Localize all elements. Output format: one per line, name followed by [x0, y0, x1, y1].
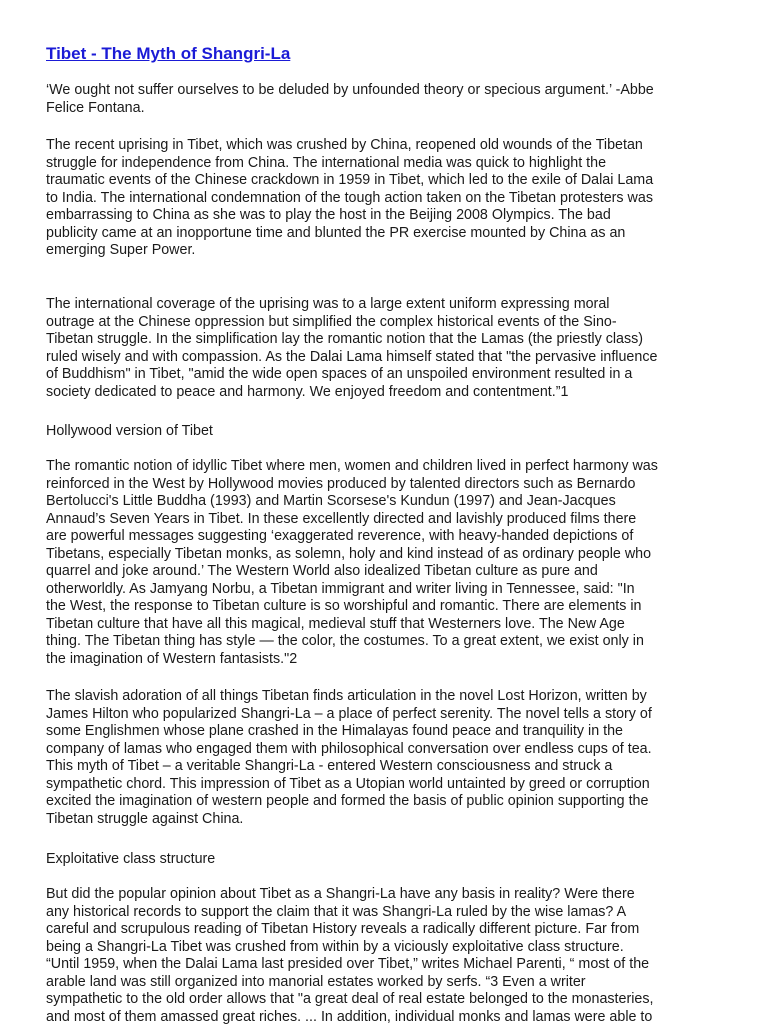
text-line: The international coverage of the uprising was to a large extent uniform expressing moral [46, 296, 657, 314]
text-line: are powerful messages suggesting ‘exaggerated reverence, with heavy-handed depictions of [46, 528, 658, 546]
text-line: being a Shangri-La Tibet was crushed from within by a viciously exploitative class structure. [46, 939, 654, 957]
paragraph-lost-horizon [46, 688, 652, 828]
text-line: excited the imagination of western people and formed the basis of public opinion supporting the [46, 793, 652, 811]
text-line: The romantic notion of idyllic Tibet where men, women and children lived in perfect harmony was [46, 458, 658, 476]
text-line: Bertolucci's Little Buddha (1993) and Martin Scorsese's Kundun (1997) and Jean-Jacques [46, 493, 658, 511]
text-line: emerging Super Power. [46, 242, 653, 260]
text-line: otherworldly. As Jamyang Norbu, a Tibetan immigrant and writer living in Tennessee, said: "In [46, 581, 658, 599]
paragraph-uprising [46, 137, 653, 260]
text-line: Tibetan culture that have all this magical, medieval stuff that Westerners love. The New Age [46, 616, 658, 634]
epigraph-paragraph [46, 82, 654, 117]
text-line: ruled wisely and with compassion. As the Dalai Lama himself stated that "the pervasive influence [46, 349, 657, 367]
text-line: traumatic events of the Chinese crackdown in 1959 in Tibet, which led to the exile of Dalai Lama [46, 172, 653, 190]
text-line: reinforced in the West by Hollywood movies produced by talented directors such as Bernardo [46, 476, 658, 494]
text-line: the West, the response to Tibetan culture is so worshipful and romantic. There are elements in [46, 598, 658, 616]
text-line: society dedicated to peace and harmony. We enjoyed freedom and contentment.”1 [46, 384, 657, 402]
text-line: to India. The international condemnation of the tough action taken on the Tibetan protesters was [46, 190, 653, 208]
text-line: But did the popular opinion about Tibet as a Shangri-La have any basis in reality? Were there [46, 886, 654, 904]
text-line: some Englishmen whose plane crashed in the Himalayas found peace and tranquility in the [46, 723, 652, 741]
text-line: thing. The Tibetan thing has style — the color, the costumes. To a great extent, we exist only in [46, 633, 658, 651]
text-line: sympathetic chord. This impression of Tibet as a Utopian world untainted by greed or corruption [46, 776, 652, 794]
text-line: quarrel and joke around.’ The Western World also idealized Tibetan culture as pure and [46, 563, 658, 581]
paragraph-coverage [46, 296, 657, 401]
text-line: This myth of Tibet – a veritable Shangri-La - entered Western consciousness and struck a [46, 758, 652, 776]
text-line: ‘We ought not suffer ourselves to be deluded by unfounded theory or specious argument.’ -Abbe [46, 82, 654, 100]
text-line: James Hilton who popularized Shangri-La – a place of perfect serenity. The novel tells a story of [46, 706, 652, 724]
section-heading-class-structure: Exploitative class structure [46, 851, 215, 869]
text-line: Annaud’s Seven Years in Tibet. In these excellently directed and lavishly produced films there [46, 511, 658, 529]
text-line: careful and scrupulous reading of Tibetan History reveals a radically different picture. Far from [46, 921, 654, 939]
text-line: of Buddhism" in Tibet, "amid the wide open spaces of an unspoiled environment resulted in a [46, 366, 657, 384]
text-line: any historical records to support the claim that it was Shangri-La ruled by the wise lamas? A [46, 904, 654, 922]
text-line: The recent uprising in Tibet, which was crushed by China, reopened old wounds of the Tibetan [46, 137, 653, 155]
text-line: The slavish adoration of all things Tibetan finds articulation in the novel Lost Horizon, written by [46, 688, 652, 706]
text-line: Tibetan struggle against China. [46, 811, 652, 829]
text-line: Felice Fontana. [46, 100, 654, 118]
text-line: publicity came at an inopportune time and blunted the PR exercise mounted by China as an [46, 225, 653, 243]
document-title-link[interactable]: Tibet - The Myth of Shangri-La [46, 44, 290, 64]
section-heading-hollywood: Hollywood version of Tibet [46, 423, 213, 441]
text-line: company of lamas who engaged them with philosophical conversation over endless cups of tea. [46, 741, 652, 759]
text-line: embarrassing to China as she was to play the host in the Beijing 2008 Olympics. The bad [46, 207, 653, 225]
text-line: Tibetan struggle. In the simplification lay the romantic notion that the Lamas (the priestly class) [46, 331, 657, 349]
paragraph-hollywood [46, 458, 658, 668]
text-line: “Until 1959, when the Dalai Lama last presided over Tibet,” writes Michael Parenti, “ most of the [46, 956, 654, 974]
text-line: sympathetic to the old order allows that "a great deal of real estate belonged to the monasteries, [46, 991, 654, 1009]
paragraph-class-structure [46, 886, 654, 1026]
text-line: Tibetans, especially Tibetan monks, as solemn, holy and kind instead of as ordinary people who [46, 546, 658, 564]
text-line: the imagination of Western fantasists."2 [46, 651, 658, 669]
text-line: struggle for independence from China. The international media was quick to highlight the [46, 155, 653, 173]
text-line: and most of them amassed great riches. ... In addition, individual monks and lamas were able to [46, 1009, 654, 1026]
text-line: outrage at the Chinese oppression but simplified the complex historical events of the Sino- [46, 314, 657, 332]
text-line: arable land was still organized into manorial estates worked by serfs. “3 Even a writer [46, 974, 654, 992]
